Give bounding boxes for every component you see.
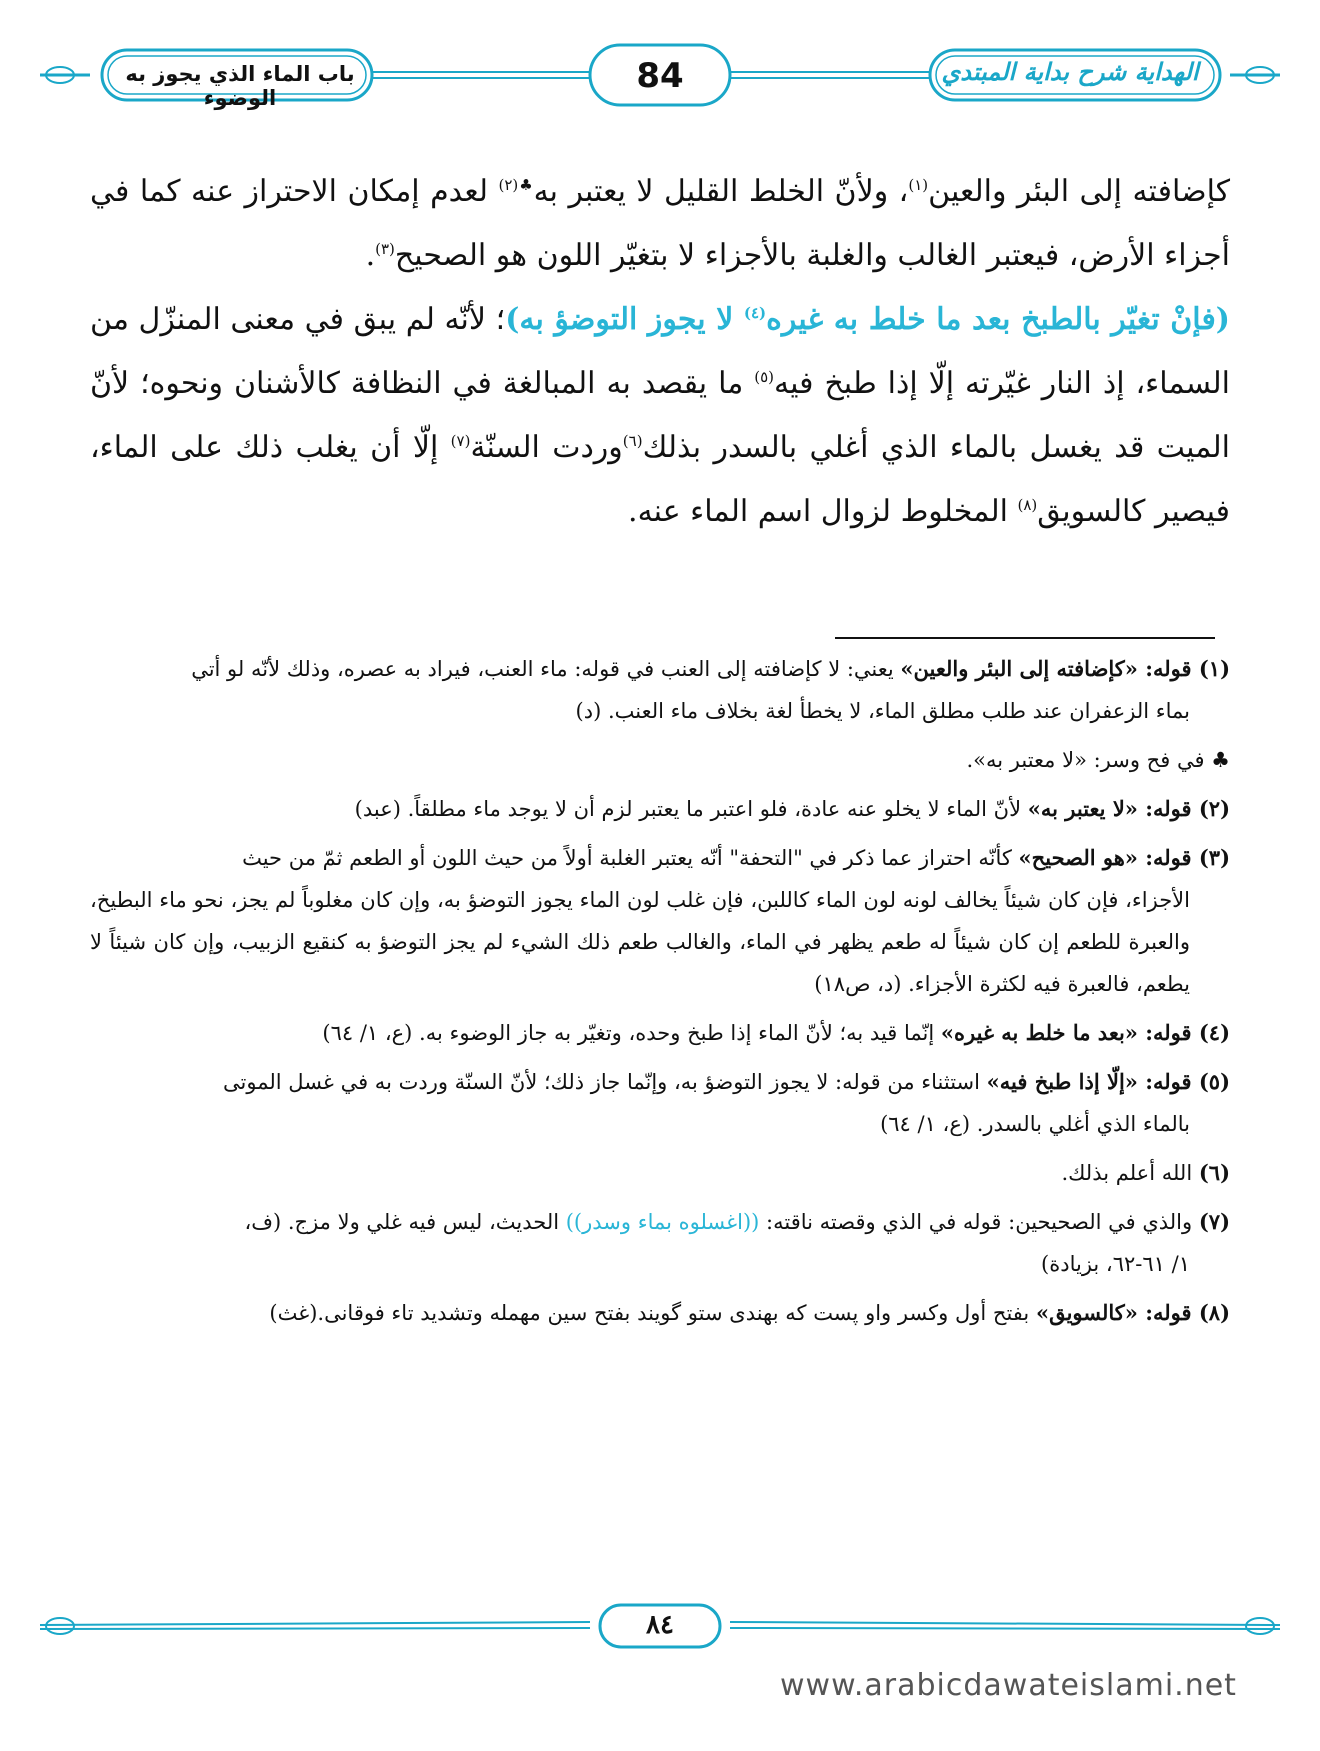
footnote-marker: (٨) [1017,496,1038,514]
footnote-4 [90,1012,1230,1054]
footnote-7 [90,1201,1230,1285]
footnote-text: والذي في الصحيحين: قوله في الذي وقصته ناقته: [759,1210,1199,1234]
footnote-marker: (٧) [450,432,471,450]
footnote-2 [90,788,1230,830]
footnote-separator [835,637,1215,639]
footnotes [90,648,1230,1341]
footnote-5 [90,1061,1230,1145]
footnote-label: (٧) [1198,1209,1230,1234]
text-run: لعدم إمكان الاحتراز عنه كما في أجزاء الأرض، فيعتبر الغالب والغلبة بالأجزاء لا بتغيّر اللون هو الصحيح [90,174,1230,273]
matn-highlight: (فإنْ تغيّر بالطبخ بعد ما خلط به غيره [766,302,1230,337]
text-run: ، ولأنّ الخلط القليل لا يعتبر به [533,174,909,209]
footnote-continuation: بالماء الذي أغلي بالسدر. (ع، ١/ ٦٤) [880,1112,1190,1136]
header-page-number: 84 [636,56,684,96]
footnote-label: ♣ [1211,747,1230,772]
footnote-marker: (٣) [375,240,395,258]
paragraph-2 [90,288,1230,544]
footnote-3 [90,837,1230,1005]
footnote-text: بفتح أول وكسر واو پست كه بهندى ستو گويند بفتح سين مهمله وتشديد تاء فوقانى.(غث) [269,1301,1036,1325]
footnote-text: استثناء من قوله: لا يجوز التوضؤ به، وإنّما جاز ذلك؛ لأنّ السنّة وردت به في غسل الموتى [223,1070,987,1094]
footnote-label: (٤) قوله: «بعد ما خلط به غيره» [940,1020,1230,1045]
footer-page-number: ٨٤ [646,1610,674,1640]
footnote-text: الحديث، ليس فيه غلي ولا مزج. (ف، [244,1210,566,1234]
footnote-6 [90,1152,1230,1194]
footnote-label: (١) قوله: «كإضافته إلى البئر والعين» [900,656,1230,681]
footnote-text: لأنّ الماء لا يخلو عنه عادة، فلو اعتبر ما يعتبر لزم أن لا يوجد ماء مطلقاً. (عبد) [354,797,1028,821]
text-run: المخلوط لزوال اسم الماء عنه. [628,494,1018,529]
footnote-text: يعني: لا كإضافته إلى العنب في قوله: ماء العنب، فيراد به عصره، وذلك لأنّه لو أتي [191,657,901,681]
footnote-marker: (٦) [622,432,643,450]
footnote-continuation: بماء الزعفران عند طلب مطلق الماء، لا يخطأ لغة بخلاف ماء العنب. (د) [575,699,1190,723]
footnote-marker: ♣(٢) [498,176,534,194]
footnote-8 [90,1292,1230,1334]
text-run: إلّا أن يغلب ذلك على الماء، فيصير كالسويق [90,430,1230,529]
footnote-text: الله أعلم بذلك. [1061,1161,1199,1185]
chapter-title: باب الماء الذي يجوز به الوضوء [125,62,355,110]
matn-highlight: لا يجوز التوضؤ به) [505,302,744,337]
text-run: ؛ لأنّه لم يبق في معنى المنزّل من السماء، إذ النار غيّرته إلّا إذا طبخ فيه [90,302,1230,401]
footnote-marker: (٥) [754,368,775,386]
footnote-1 [90,648,1230,732]
footnote-label: (٥) قوله: «إلّا إذا طبخ فيه» [986,1069,1230,1094]
footnote-label: (٨) قوله: «كالسويق» [1035,1300,1230,1325]
text-run: . [365,238,376,273]
footnote-text: كأنّه احتراز عما ذكر في "التحفة" أنّه يعتبر الغلبة أولاً من حيث اللون أو الطعم ثمّ من حيث [242,846,1019,870]
text-run: وردت السنّة [470,430,623,465]
footnote-text: إنّما قيد به؛ لأنّ الماء إذا طبخ وحده، وتغيّر به جاز الوضوء به. (ع، ١/ ٦٤) [322,1021,941,1045]
footnote-marker: (١) [908,176,929,194]
main-text [90,160,1230,544]
paragraph-1 [90,160,1230,288]
footnote-label: (٣) قوله: «هو الصحيح» [1018,845,1230,870]
book-title: الهداية شرح بداية المبتدي [941,58,1199,86]
footnote-continuation: الأجزاء، فإن كان شيئاً يخالف لونه لون الماء كاللبن، فإن غلب لون الماء يجوز التوضؤ به، وإن كان مغلوباً لم يجز، نحو ماء البطيخ، والعبرة للطعم إن كان شيئاً له طعم يظهر في الماء، والغالب طعم ذلك الشيء لم يجز التوضؤ به كنقيع الزبيب، وإن كان شيئاً لا يطعم، فالعبرة فيه لكثرة الأجزاء. (د، ص١٨) [90,888,1190,996]
hadith-quote: ((اغسلوه بماء وسدر)) [565,1210,760,1234]
footnote-text: في فح وسر: «لا معتبر به». [966,748,1212,772]
footnote-variant [90,739,1230,781]
footnote-continuation: ١/ ٦١-٦٢، بزيادة) [1041,1252,1190,1276]
footnote-label: (٢) قوله: «لا يعتبر به» [1027,796,1230,821]
footnote-marker: (٤) [743,304,767,322]
footnote-label: (٦) [1198,1160,1230,1185]
text-run: ما يقصد به المبالغة في النظافة كالأشنان ونحوه؛ لأنّ الميت قد يغسل بالماء الذي أغلي بالسدر بذلك [90,366,1230,465]
text-run: كإضافته إلى البئر والعين [928,174,1230,209]
website-url: www.arabicdawateislami.net [780,1668,1237,1703]
